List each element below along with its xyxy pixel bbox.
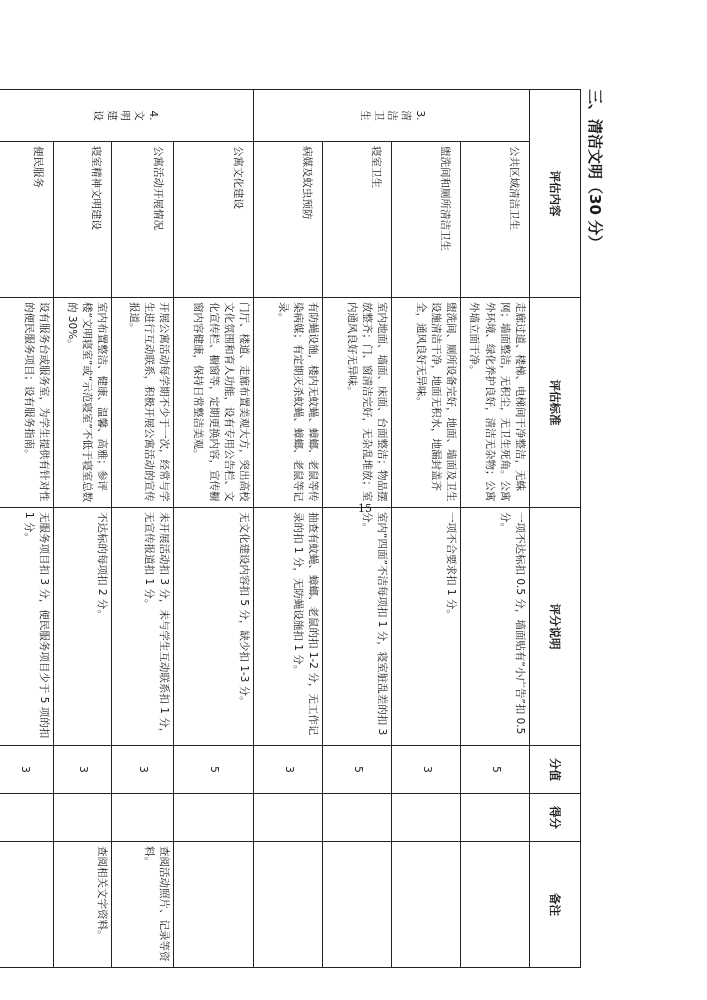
got-cell — [174, 794, 254, 842]
explain-cell: 一项不合要求扣 1 分。 — [392, 508, 461, 746]
explain-cell: 室内“四面”不洁每项扣 1 分，寝室脏乱差的扣 3 分。 — [323, 508, 392, 746]
standard-cell: 室内地面、墙面、床面、台面整洁；物品摆放整齐；门、窗清洁完好，无杂乱堆放；室内通风良好无异味。 — [323, 298, 392, 508]
score-cell: 3 — [112, 746, 174, 794]
explain-cell: 抽查有蚊蝇、蟑螂、老鼠的扣 1-2 分，无工作记录的扣 1 分，无防蝇设施扣 1 分。 — [254, 508, 323, 746]
category-cleaning — [254, 90, 530, 142]
item-cell: 病媒及蚊虫预防 — [254, 142, 323, 298]
standard-cell: 开展公寓活动每学期不少于一次，经常与学生进行互动联系，积极开展公寓活动的宣传报道。 — [112, 298, 174, 508]
rotated-page — [17, 89, 609, 967]
header-score: 分值 — [530, 746, 581, 794]
table-row — [0, 90, 54, 968]
got-cell — [254, 794, 323, 842]
item-cell: 公寓文化建设 — [174, 142, 254, 298]
page-number: 15 — [358, 502, 372, 515]
explain-cell: 一项不达标扣 0.5 分，墙面贴有“小广告”扣 0.5 分。 — [461, 508, 530, 746]
got-cell — [323, 794, 392, 842]
table-row — [323, 90, 392, 968]
table-row — [54, 90, 112, 968]
evaluation-table — [0, 89, 581, 968]
item-cell: 公寓活动开展情况 — [112, 142, 174, 298]
category-label: 4. 文 明 建 设 — [92, 110, 159, 121]
explain-cell: 无文化建设内容扣 5 分，缺少扣 1-3 分。 — [174, 508, 254, 746]
table-header-row — [530, 90, 581, 968]
note-cell: 查阅相关文字资料。 — [54, 842, 112, 968]
standard-cell: 室内布置整洁、健康、温馨、高雅；参评楼“文明寝室”或“示范寝室”不低于寝室总数的 30%。 — [54, 298, 112, 508]
note-cell — [174, 842, 254, 968]
score-cell: 5 — [461, 746, 530, 794]
category-civilization — [0, 90, 254, 142]
score-cell: 5 — [323, 746, 392, 794]
got-cell — [0, 794, 54, 842]
table-row — [254, 90, 323, 968]
header-got: 得分 — [530, 794, 581, 842]
category-label: 3. 清 洁 卫 生 — [359, 110, 426, 121]
item-cell: 公共区域清洁卫生 — [461, 142, 530, 298]
explain-cell: 不达标的每项扣 2 分。 — [54, 508, 112, 746]
item-cell: 盥洗间和厕所清洁卫生 — [392, 142, 461, 298]
header-note: 备注 — [530, 842, 581, 968]
note-cell — [0, 842, 54, 968]
header-standard: 评估标准 — [530, 298, 581, 508]
note-cell: 查阅活动照片、记录等资料。 — [112, 842, 174, 968]
score-cell: 5 — [174, 746, 254, 794]
item-cell: 便民服务 — [0, 142, 54, 298]
score-cell: 3 — [392, 746, 461, 794]
item-cell: 寝室卫生 — [323, 142, 392, 298]
standard-cell: 走廊过道、楼梯、电梯间干净整洁，无蛛网；墙面整洁，无积尘，无卫生死角。公寓外环境、绿化养护良好，清洁无杂物；公寓外墙立面干净。 — [461, 298, 530, 508]
table-row — [174, 90, 254, 968]
table-row — [461, 90, 530, 968]
standard-cell: 门厅、楼道、走廊布置美观大方，突出高校文化氛围和育人功能，设有专用公告栏、文化宣传栏、橱窗等，定期更换内容，宣传橱窗内容健康，保持日常整洁美观。 — [174, 298, 254, 508]
note-cell — [254, 842, 323, 968]
note-cell — [323, 842, 392, 968]
note-cell — [461, 842, 530, 968]
table-row — [392, 90, 461, 968]
table-row — [112, 90, 174, 968]
score-cell: 3 — [254, 746, 323, 794]
note-cell — [392, 842, 461, 968]
explain-cell: 未开展活动扣 3 分，未与学生互动联系扣 1 分，无宣传报道扣 1 分。 — [112, 508, 174, 746]
explain-cell: 无服务项目扣 3 分，便民服务项目少于 5 项的扣 1 分。 — [0, 508, 54, 746]
standard-cell: 设有服务台或服务室，为学生提供有针对性的便民服务项目；设有服务指南。 — [0, 298, 54, 508]
score-cell: 3 — [0, 746, 54, 794]
section-title: 三、清洁文明（30 分） — [586, 89, 604, 251]
header-explain: 评分说明 — [530, 508, 581, 746]
standard-cell: 盥洗间、厕所设备完好，地面、墙面及卫生设施清洁干净，地面无积水，地漏封盖齐全，通风良好无异味。 — [392, 298, 461, 508]
header-content: 评估内容 — [530, 90, 581, 298]
got-cell — [461, 794, 530, 842]
got-cell — [54, 794, 112, 842]
item-cell: 寝室精神文明建设 — [54, 142, 112, 298]
score-cell: 3 — [54, 746, 112, 794]
standard-cell: 有防蝇设施，楼内无蚊蝇、蟑螂、老鼠等传染病媒；有定期灭杀蚊蝇、蟑螂、老鼠等记录。 — [254, 298, 323, 508]
got-cell — [112, 794, 174, 842]
got-cell — [392, 794, 461, 842]
